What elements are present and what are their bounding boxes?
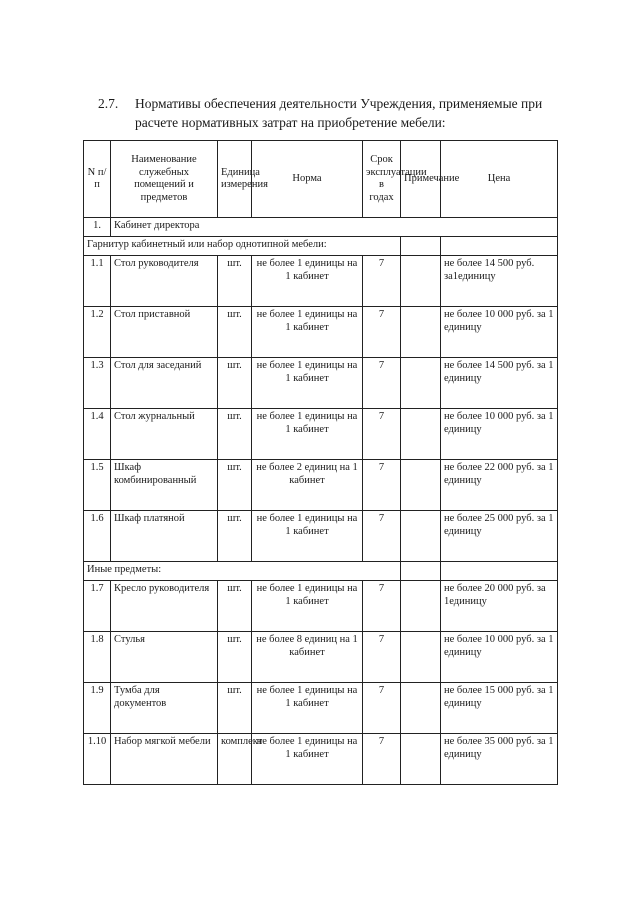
row-number: 1.7 — [84, 581, 111, 632]
table-row — [84, 460, 558, 511]
row-norm: не более 2 единиц на 1 кабинет — [252, 460, 363, 511]
row-name: Стол для заседаний — [111, 358, 218, 409]
row-term: 7 — [363, 256, 401, 307]
row-term: 7 — [363, 511, 401, 562]
heading-line-1: Нормативы обеспечения деятельности Учреждения, применяемые при — [135, 96, 543, 111]
row-note — [401, 358, 441, 409]
table-row — [84, 581, 558, 632]
row-term: 7 — [363, 734, 401, 785]
subsection-title: Гарнитур кабинетный или набор однотипной мебели: — [84, 237, 401, 256]
row-price: не более 15 000 руб. за 1 единицу — [441, 683, 558, 734]
row-price: не более 14 500 руб. за 1 единицу — [441, 358, 558, 409]
row-unit: шт. — [218, 256, 252, 307]
header-unit: Единица измерения — [218, 141, 252, 218]
subsection-row — [84, 237, 558, 256]
table-row — [84, 358, 558, 409]
header-norm: Норма — [252, 141, 363, 218]
header-name: Наименование служебных помещений и предметов — [111, 141, 218, 218]
row-name: Стол журнальный — [111, 409, 218, 460]
row-price: не более 22 000 руб. за 1 единицу — [441, 460, 558, 511]
subsection-note — [401, 562, 441, 581]
row-term: 7 — [363, 632, 401, 683]
row-term: 7 — [363, 460, 401, 511]
table-header-row — [84, 141, 558, 218]
row-name: Стол руководителя — [111, 256, 218, 307]
row-price: не более 35 000 руб. за 1 единицу — [441, 734, 558, 785]
row-note — [401, 734, 441, 785]
row-name: Шкаф платяной — [111, 511, 218, 562]
row-name: Шкаф комбинированный — [111, 460, 218, 511]
row-unit: комплект — [218, 734, 252, 785]
row-name: Стулья — [111, 632, 218, 683]
row-name: Кресло руководителя — [111, 581, 218, 632]
row-note — [401, 511, 441, 562]
row-number: 1.10 — [84, 734, 111, 785]
row-price: не более 25 000 руб. за 1 единицу — [441, 511, 558, 562]
row-note — [401, 581, 441, 632]
table-row — [84, 683, 558, 734]
table-row — [84, 511, 558, 562]
row-price: не более 10 000 руб. за 1 единицу — [441, 632, 558, 683]
row-norm: не более 1 единицы на 1 кабинет — [252, 511, 363, 562]
header-note: Примечание — [401, 141, 441, 218]
row-unit: шт. — [218, 409, 252, 460]
row-term: 7 — [363, 307, 401, 358]
row-term: 7 — [363, 358, 401, 409]
row-term: 7 — [363, 409, 401, 460]
row-number: 1.1 — [84, 256, 111, 307]
row-name: Стол приставной — [111, 307, 218, 358]
header-term: Срок эксплуатации в годах — [363, 141, 401, 218]
table-row — [84, 307, 558, 358]
row-name: Тумба для документов — [111, 683, 218, 734]
row-price: не более 10 000 руб. за 1 единицу — [441, 307, 558, 358]
subsection-note — [401, 237, 441, 256]
row-unit: шт. — [218, 358, 252, 409]
row-number: 1.8 — [84, 632, 111, 683]
row-price: не более 10 000 руб. за 1 единицу — [441, 409, 558, 460]
section-number: 1. — [84, 218, 111, 237]
section-row — [84, 218, 558, 237]
table-row — [84, 409, 558, 460]
row-norm: не более 1 единицы на 1 кабинет — [252, 683, 363, 734]
row-note — [401, 256, 441, 307]
row-unit: шт. — [218, 460, 252, 511]
row-unit: шт. — [218, 632, 252, 683]
row-note — [401, 683, 441, 734]
row-unit: шт. — [218, 511, 252, 562]
row-norm: не более 1 единицы на 1 кабинет — [252, 581, 363, 632]
row-number: 1.4 — [84, 409, 111, 460]
subsection-row — [84, 562, 558, 581]
subsection-price — [441, 562, 558, 581]
row-unit: шт. — [218, 683, 252, 734]
subsection-title: Иные предметы: — [84, 562, 401, 581]
row-number: 1.2 — [84, 307, 111, 358]
row-note — [401, 632, 441, 683]
row-number: 1.6 — [84, 511, 111, 562]
table-row — [84, 734, 558, 785]
row-price: не более 14 500 руб. за1единицу — [441, 256, 558, 307]
row-price: не более 20 000 руб. за 1единицу — [441, 581, 558, 632]
row-unit: шт. — [218, 581, 252, 632]
row-term: 7 — [363, 581, 401, 632]
row-note — [401, 307, 441, 358]
table-row — [84, 256, 558, 307]
row-term: 7 — [363, 683, 401, 734]
row-norm: не более 1 единицы на 1 кабинет — [252, 734, 363, 785]
row-norm: не более 1 единицы на 1 кабинет — [252, 307, 363, 358]
row-unit: шт. — [218, 307, 252, 358]
table-row — [84, 632, 558, 683]
section-title: Кабинет директора — [111, 218, 558, 237]
row-number: 1.9 — [84, 683, 111, 734]
row-note — [401, 460, 441, 511]
row-norm: не более 8 единиц на 1 кабинет — [252, 632, 363, 683]
row-name: Набор мягкой мебели — [111, 734, 218, 785]
heading-number: 2.7. — [98, 96, 119, 111]
heading-line-2: расчете нормативных затрат на приобретение мебели: — [135, 115, 446, 130]
row-note — [401, 409, 441, 460]
row-number: 1.3 — [84, 358, 111, 409]
row-number: 1.5 — [84, 460, 111, 511]
row-norm: не более 1 единицы на 1 кабинет — [252, 358, 363, 409]
row-norm: не более 1 единицы на 1 кабинет — [252, 256, 363, 307]
header-num: N п/п — [84, 141, 111, 218]
header-price: Цена — [441, 141, 558, 218]
subsection-price — [441, 237, 558, 256]
furniture-norms-table — [83, 140, 558, 785]
row-norm: не более 1 единицы на 1 кабинет — [252, 409, 363, 460]
